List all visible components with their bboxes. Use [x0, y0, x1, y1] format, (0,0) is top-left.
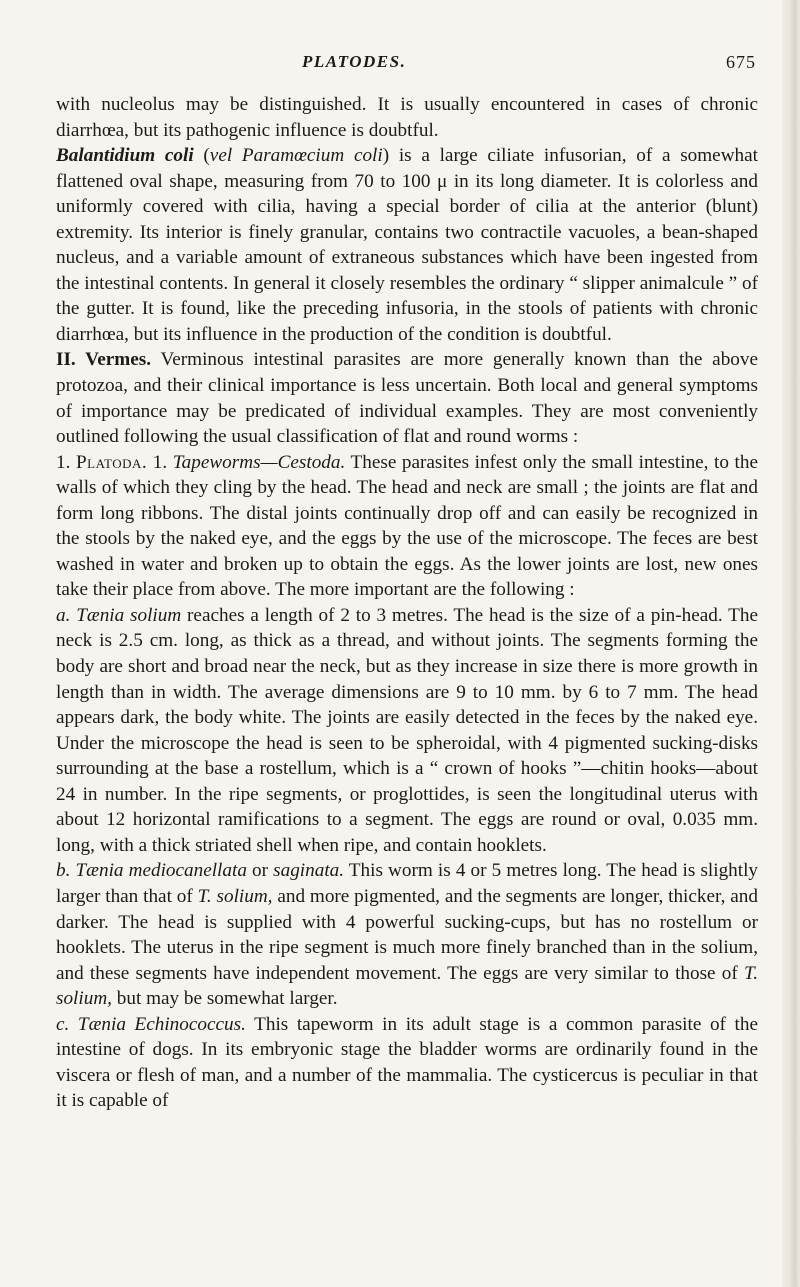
species-reference: T. solium, [197, 885, 273, 907]
paragraph-taenia-solium [56, 603, 758, 858]
synonym: vel Paramœcium coli [209, 145, 383, 167]
page-number: 675 [726, 52, 756, 72]
paragraph-text: but may be somewhat larger. [111, 988, 338, 1010]
paragraph-platoda [56, 450, 758, 603]
paragraph-nucleolus [56, 92, 758, 143]
species-reference: T. solium, [56, 962, 758, 1010]
synonym-open: ( [193, 145, 210, 167]
species-title: Tænia solium [76, 604, 182, 626]
paragraph-text: These parasites infest only the small intestine, to the walls of which they cling by the head. The head and neck are small ; the joints are flat and form long ribbons. The distal joints continually drop off and can easily be recognized in the stools by the naked eye, and the eggs by the use of the microscope. The feces are best washed in water and broken up to obtain the eggs. As the lower joints are lost, new ones take their place from above. The more important are the following : [56, 451, 758, 601]
page-header [96, 52, 756, 76]
section-number: 1. [56, 451, 76, 473]
paragraph-taenia-echinococcus [56, 1012, 758, 1114]
species-alt-title: saginata. [273, 860, 345, 882]
subsection-title: Tapeworms—Cestoda. [172, 451, 346, 473]
section-heading-vermes: II. Vermes. [56, 349, 152, 371]
balantidium-title: Balantidium coli [56, 145, 194, 167]
paragraph-text: and more pigmented, and the segments are longer, thicker, and darker. The head is supplied with 4 powerful sucking-cups, but has no rostellum or hooklets. The uterus in the ripe segment is much more finely branched than in the solium, and these segments have independent movement. The eggs are very similar to those of [56, 885, 758, 984]
paragraph-text: with nucleolus may be distinguished. It is usually encountered in cases of chronic diarrhœa, but its pathogenic influence is doubtful. [56, 94, 758, 141]
item-label: a. [56, 604, 77, 626]
running-head: PLATODES. [302, 52, 407, 71]
paragraph-text: reaches a length of 2 to 3 metres. The head is the size of a pin-head. The neck is 2.5 cm. long, as thick as a thread, and without joints. The segments forming the body are short and broad near the neck, but as they increase in size there is more growth in length than in width. The average dimensions are 9 to 10 mm. by 6 to 7 mm. The head appears dark, the body white. The joints are easily detected in the feces by the naked eye. Under the microscope the head is seen to be spheroidal, with 4 pigmented sucking-disks surrounding at the base a rostellum, which is a “ crown of hooks ”—chitin hooks—about 24 in number. In the ripe segments, or proglottides, is seen the longitudinal uterus with about 12 horizontal ramifications to a segment. The eggs are round or oval, 0.035 mm. long, with a thick striated shell when ripe, and contain hooklets. [56, 604, 758, 856]
paragraph-balantidium [56, 143, 758, 347]
species-title: Tænia mediocanellata [75, 860, 247, 882]
paragraph-text: This tapeworm in its adult stage is a common parasite of the intestine of dogs. In its embryonic stage the bladder worms are ordinarily found in the viscera or flesh of man, and a number of the mammalia. The cysticercus is peculiar in that it is capable of [56, 1013, 758, 1112]
paragraph-text: ) is a large ciliate infusorian, of a somewhat flattened oval shape, measuring from 70 to 100 μ in its long diameter. It is colorless and uniformly covered with cilia, having a special border of cilia at the anterior (blunt) extremity. Its interior is finely granular, contains two contractile vacuoles, a bean-shaped nucleus, and a variable amount of extraneous substances which have been ingested from the intestinal contents. In general it closely resembles the ordinary “ slipper animalcule ” of the gutter. It is found, like the preceding infusoria, in the stools of patients with chronic diarrhœa, but its influence in the production of the condition is doubtful. [56, 145, 758, 345]
paragraph-text: Verminous intestinal parasites are more generally known than the above protozoa, and their clinical importance is less uncertain. Both local and general symptoms of importance may be predicated of individual examples. They are most conveniently outlined following the usual classification of flat and round worms : [56, 349, 759, 448]
page-edge [782, 0, 800, 1287]
section-heading-platoda: Platoda. [75, 451, 148, 473]
paragraph-vermes [56, 347, 758, 449]
body-text [56, 92, 758, 1114]
connector-text: or [246, 860, 274, 882]
item-label: b. [56, 860, 76, 882]
paragraph-taenia-mediocanellata [56, 858, 758, 1011]
species-title: Tænia Echinococcus. [77, 1013, 246, 1035]
item-label: c. [56, 1013, 78, 1035]
subsection-number: 1. [147, 451, 173, 473]
paragraph-text: This worm is 4 or 5 metres long. The head is slightly larger than that of [56, 860, 759, 907]
